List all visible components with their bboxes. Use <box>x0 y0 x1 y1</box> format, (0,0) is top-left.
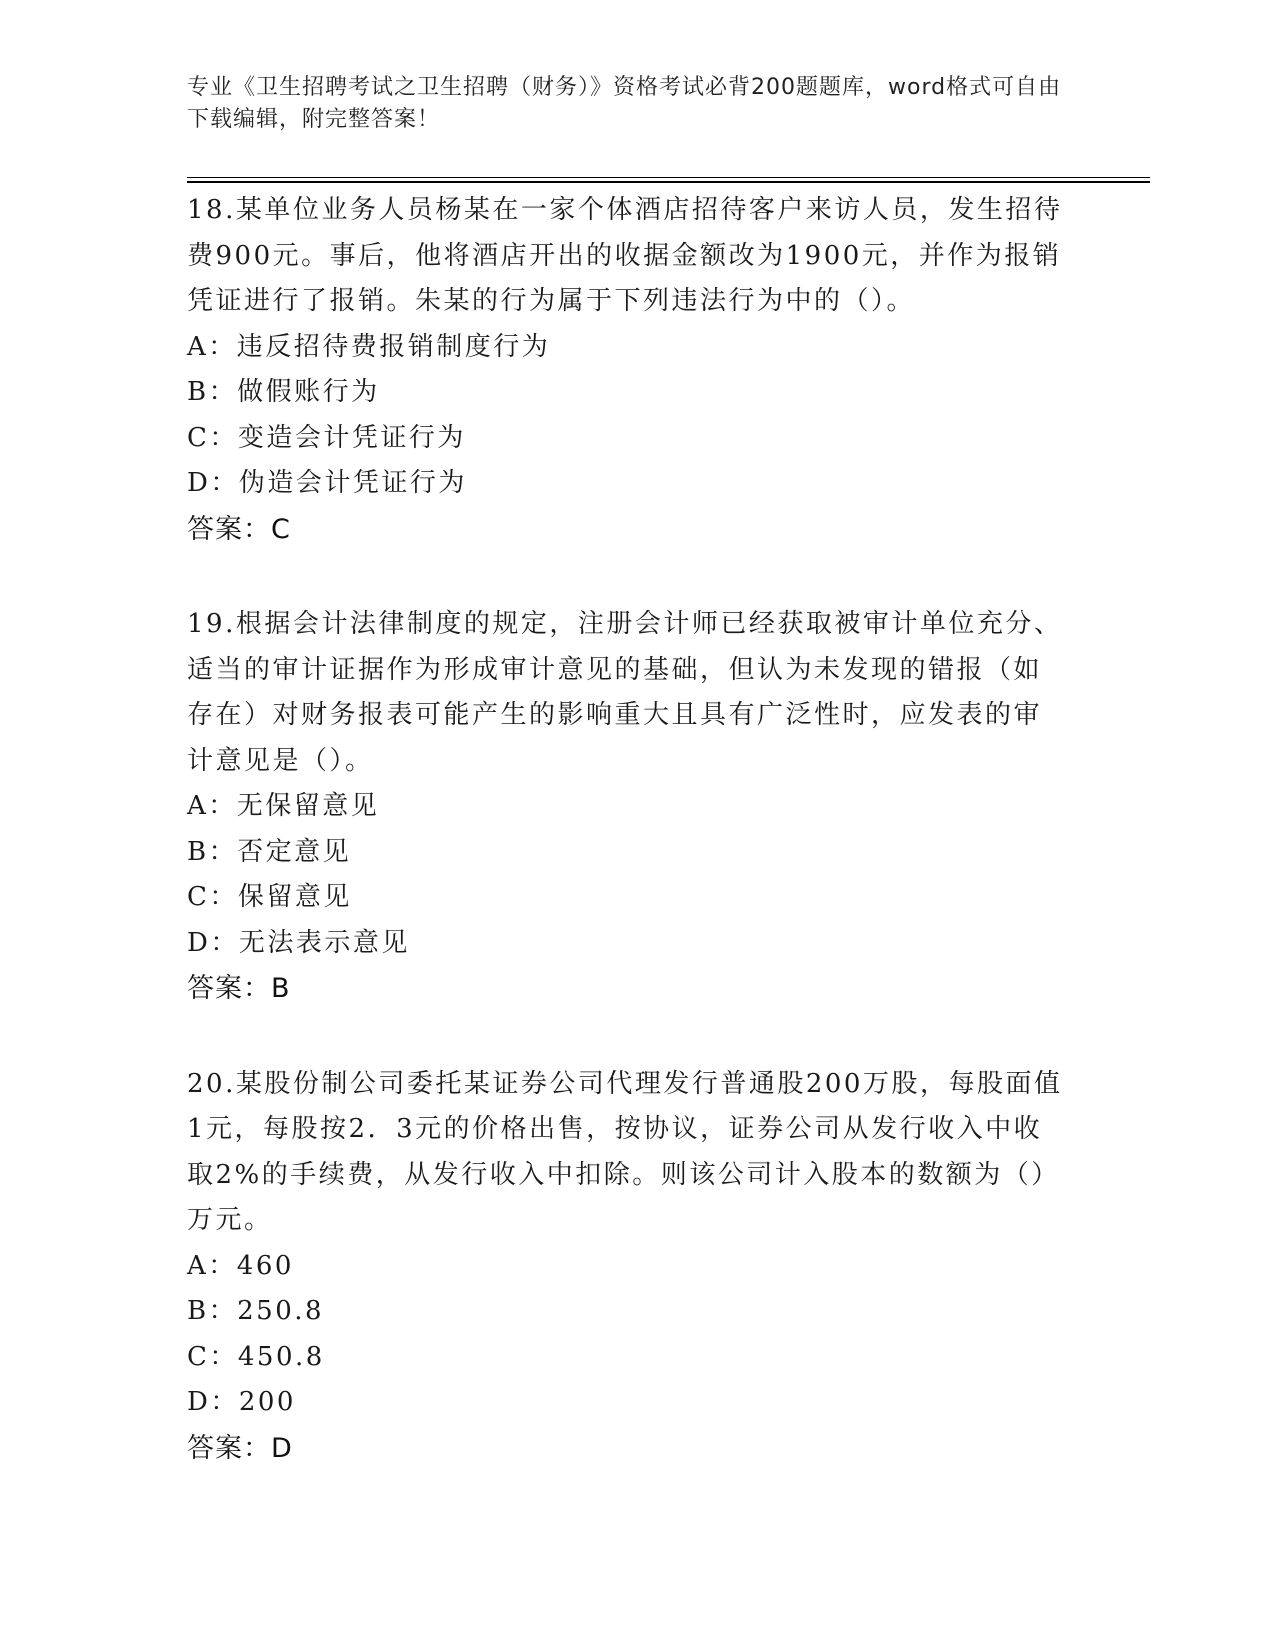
option-b: B：做假账行为 <box>187 377 380 407</box>
option-list <box>187 784 1067 966</box>
question-text: 18.某单位业务人员杨某在一家个体酒店招待客户来访人员，发生招待费900元。事后，他将酒店开出的收据金额改为1900元，并作为报销凭证进行了报销。朱某的行为属于下列违法行为中的（）。 <box>187 195 1063 316</box>
option-d: D：200 <box>187 1387 296 1417</box>
header-divider-thick <box>187 181 1150 183</box>
option-b: B：250.8 <box>187 1296 325 1326</box>
option-a: A：无保留意见 <box>187 791 380 821</box>
option-d: D：伪造会计凭证行为 <box>187 468 467 498</box>
header-text: 专业《卫生招聘考试之卫生招聘（财务）》资格考试必背200题题库，word格式可自由下载编辑，附完整答案！ <box>187 75 1062 132</box>
question-20 <box>187 1062 1067 1472</box>
question-18 <box>187 188 1067 552</box>
question-text: 19.根据会计法律制度的规定，注册会计师已经获取被审计单位充分、适当的审计证据作为形成审计意见的基础，但认为未发现的错报（如存在）对财务报表可能产生的影响重大且具有广泛性时，应发表的审计意见是（）。 <box>187 609 1063 776</box>
option-c: C：450.8 <box>187 1341 325 1372</box>
option-b: B：否定意见 <box>187 836 352 867</box>
question-list <box>187 188 1067 1521</box>
option-d: D：无法表示意见 <box>187 927 410 958</box>
question-text: 20.某股份制公司委托某证券公司代理发行普通股200万股，每股面值1元，每股按2．3元的价格出售，按协议，证券公司从发行收入中收取2%的手续费，从发行收入中扣除。则该公司计入股本的数额为（）万元。 <box>187 1068 1063 1235</box>
question-19 <box>187 602 1067 1012</box>
answer-label: 答案：D <box>187 1432 293 1464</box>
option-a: A：460 <box>187 1250 294 1281</box>
option-c: C：变造会计凭证行为 <box>187 422 466 453</box>
header-divider-thin <box>187 177 1150 178</box>
answer-label: 答案：C <box>187 513 291 545</box>
document-header <box>187 72 1067 136</box>
option-list <box>187 325 1067 507</box>
option-list <box>187 1244 1067 1426</box>
option-a: A：违反招待费报销制度行为 <box>187 331 551 362</box>
option-c: C：保留意见 <box>187 882 352 912</box>
answer-label: 答案：B <box>187 973 291 1004</box>
